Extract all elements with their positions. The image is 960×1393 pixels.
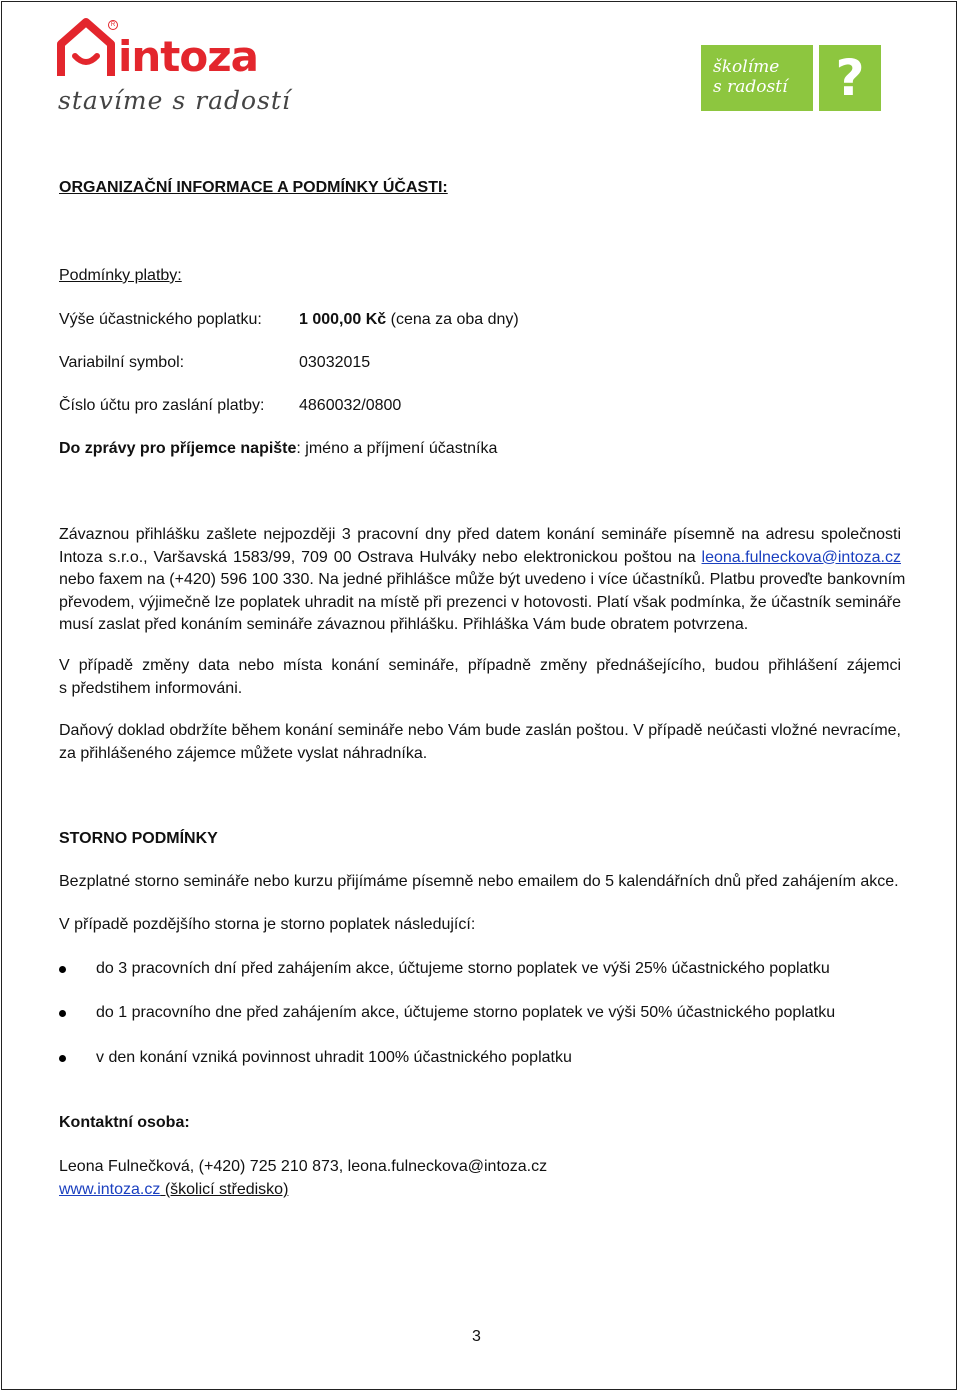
storno-title: STORNO PODMÍNKY bbox=[59, 830, 218, 847]
invoice-paragraph bbox=[59, 720, 901, 765]
para1-line2-text: Intoza s.r.o., Varšavská 1583/99, 709 00 Ostrava Hulváky nebo elektronickou poštou na bbox=[59, 548, 702, 566]
contact-line: Leona Fulnečková, (+420) 725 210 873, leona.fulneckova@intoza.cz bbox=[59, 1158, 548, 1175]
fee-value-row bbox=[299, 309, 519, 331]
fee-label: Výše účastnického poplatku: bbox=[59, 311, 262, 328]
storno-free: Bezplatné storno semináře nebo kurzu přijímáme písemně nebo emailem do 5 kalendářních dnů před zahájením akce. bbox=[59, 873, 899, 890]
registered-mark: R bbox=[108, 20, 118, 30]
skolime-line1: školíme bbox=[713, 57, 780, 77]
payment-title: Podmínky platby: bbox=[59, 267, 182, 284]
question-mark-icon: ? bbox=[819, 45, 881, 111]
storno-later: V případě pozdějšího storna je storno poplatek následující: bbox=[59, 916, 476, 933]
para2-line2: s předstihem informováni. bbox=[59, 679, 243, 697]
account-label: Číslo účtu pro zaslání platby: bbox=[59, 397, 265, 414]
para3-line2: za přihlášeného zájemce můžete vyslat náhradníka. bbox=[59, 744, 428, 762]
web-note: (školicí středisko) bbox=[160, 1181, 289, 1198]
para1-line4: převodem, výjimečně lze poplatek uhradit na místě při prezenci v hotovosti. Platí však podmínka, že účastník semináře bbox=[59, 593, 901, 611]
message-value: : jméno a příjmení účastníka bbox=[296, 440, 498, 457]
vs-value: 03032015 bbox=[299, 354, 371, 371]
change-paragraph bbox=[59, 655, 901, 700]
web-row bbox=[59, 1179, 288, 1201]
para1-line3: nebo faxem na (+420) 596 100 330. Na jedné přihlášce může být uvedeno i více účastníků. Platbu proveďte bankovním bbox=[59, 571, 906, 588]
para2-line1: V případě změny data nebo místa konání semináře, případně změny přednášejícího, budou přihlášení zájemci bbox=[59, 657, 901, 674]
web-link[interactable]: www.intoza.cz bbox=[59, 1181, 161, 1198]
bullet-icon bbox=[59, 1010, 66, 1017]
skolime-text-box bbox=[701, 45, 813, 111]
message-row bbox=[59, 438, 497, 460]
intoza-wordmark: intoza bbox=[118, 32, 259, 81]
list-item-text: v den konání vzniká povinnost uhradit 100% účastnického poplatku bbox=[96, 1049, 572, 1066]
account-value: 4860032/0800 bbox=[299, 397, 402, 414]
main-heading: ORGANIZAČNÍ INFORMACE A PODMÍNKY ÚČASTI: bbox=[59, 179, 448, 196]
intoza-tagline: stavíme s radostí bbox=[58, 86, 291, 115]
intoza-logo bbox=[56, 16, 291, 116]
list-item-text: do 1 pracovního dne před zahájením akce, účtujeme storno poplatek ve výši 50% účastnického poplatku bbox=[96, 1004, 836, 1021]
skolime-line2: s radostí bbox=[713, 77, 788, 97]
message-label: Do zprávy pro příjemce napište bbox=[59, 440, 297, 457]
email-link[interactable]: leona.fulneckova@intoza.cz bbox=[701, 548, 901, 566]
fee-value: 1 000,00 Kč bbox=[299, 311, 387, 328]
para3-line1: Daňový doklad obdržíte během konání semináře nebo Vám bude zaslán poštou. V případě neúčasti vložné nevracíme, bbox=[59, 722, 901, 739]
para1-line1: Závaznou přihlášku zašlete nejpozději 3 pracovní dny před datem konání semináře písemně na adresu společnosti bbox=[59, 526, 901, 543]
bullet-icon bbox=[59, 966, 66, 973]
fee-note: (cena za oba dny) bbox=[386, 311, 519, 328]
vs-label: Variabilní symbol: bbox=[59, 354, 185, 371]
skolime-logo bbox=[701, 45, 881, 111]
contact-title: Kontaktní osoba: bbox=[59, 1114, 190, 1131]
list-item-text: do 3 pracovních dní před zahájením akce, účtujeme storno poplatek ve výši 25% účastnického poplatku bbox=[96, 960, 830, 977]
para1-line2 bbox=[59, 547, 901, 570]
para1-line5: musí zaslat před konáním semináře závaznou přihlášku. Přihláška Vám bude obratem potvrzena. bbox=[59, 616, 749, 633]
bullet-icon bbox=[59, 1055, 66, 1062]
registration-paragraph bbox=[59, 524, 906, 637]
page-number: 3 bbox=[472, 1328, 481, 1345]
